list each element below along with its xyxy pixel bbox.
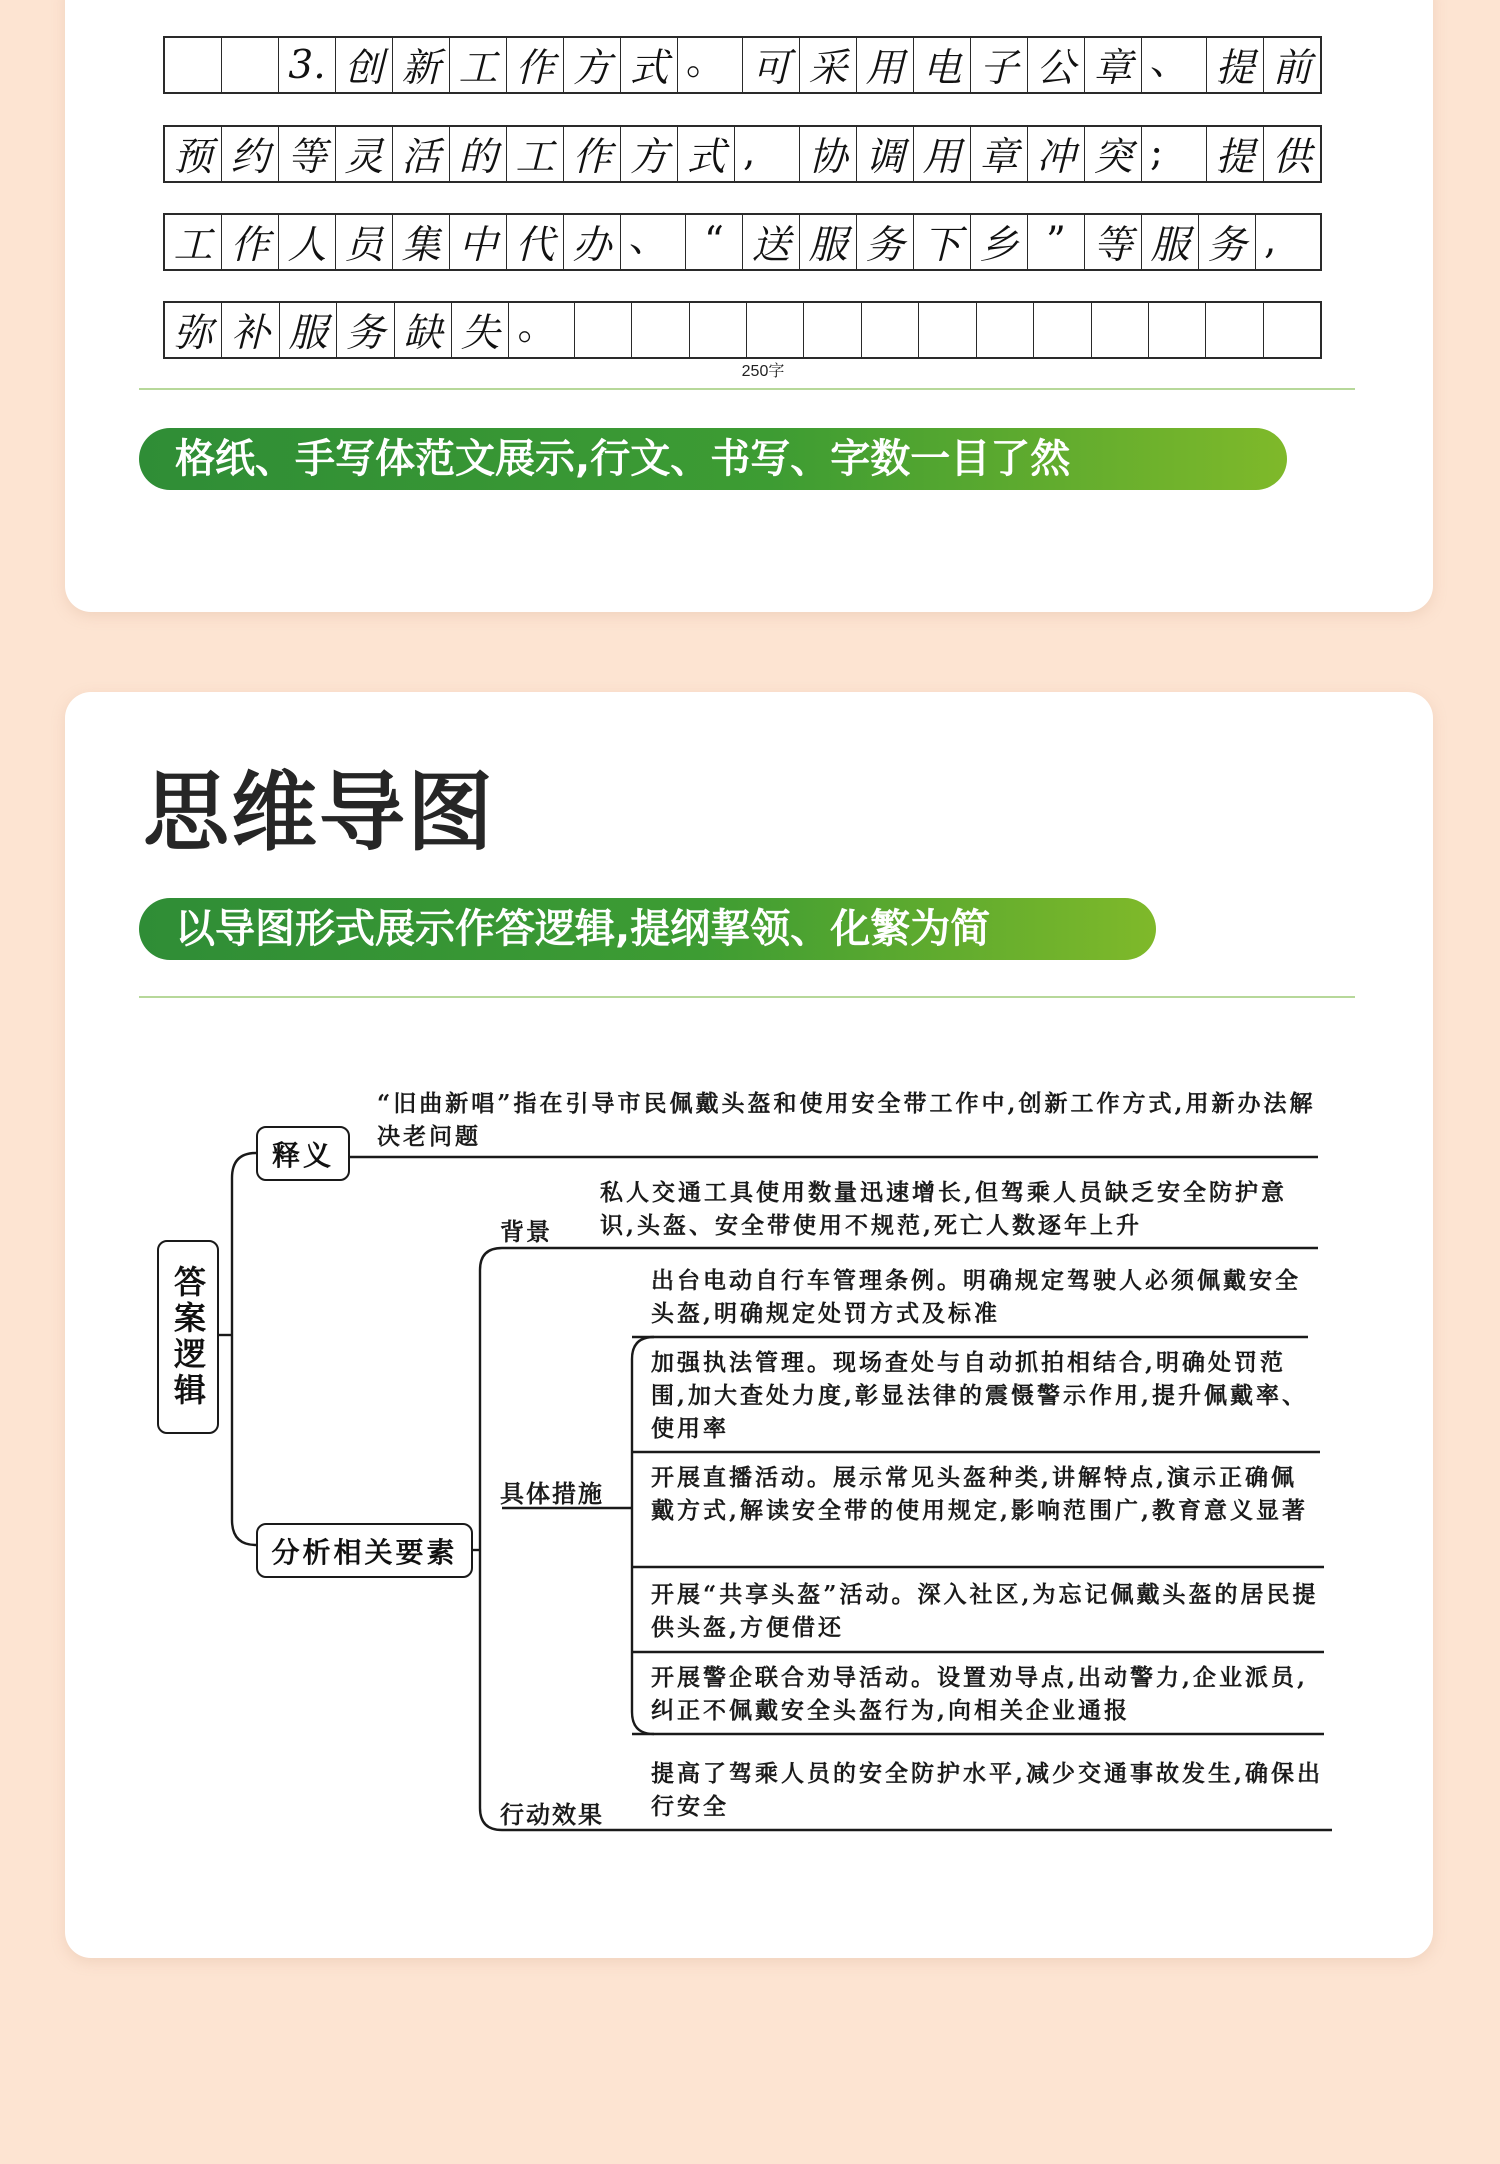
explanation-text: “旧曲新唱”指在引导市民佩戴头盔和使用安全带工作中,创新工作方式,用新办法解决老问题 [377,1090,1316,1150]
effect-text: 提高了驾乘人员的安全防护水平,减少交通事故发生,确保出行安全 [651,1760,1324,1820]
grid-cell: 式 [621,38,678,92]
grid-cell: 子 [971,38,1028,92]
grid-cell: 协 [800,127,857,181]
mind-map-root-node [157,1240,219,1434]
grid-cell: 失 [452,303,509,357]
grid-cell: 等 [1085,215,1142,269]
grid-cell: 方 [564,38,621,92]
grid-cell: 作 [564,127,621,181]
grid-cell: 务 [337,303,394,357]
grid-cell: 服 [800,215,857,269]
grid-cell: 工 [450,38,507,92]
grid-cell: 活 [393,127,450,181]
measure-item: 开展警企联合劝导活动。设置劝导点,出动警力,企业派员,纠正不佩戴安全头盔行为,向相关企业通报 [651,1664,1309,1724]
grid-cell [747,303,804,357]
grid-cell: 用 [914,127,971,181]
grid-cell: 公 [1028,38,1085,92]
grid-cell: 章 [971,127,1028,181]
grid-cell: 新 [393,38,450,92]
divider-line [139,996,1355,998]
grid-cell: 。 [509,303,574,357]
grid-cell [1034,303,1091,357]
effect-label: 行动效果 [500,1800,604,1829]
grid-cell: 的 [450,127,507,181]
grid-cell: 中 [450,215,507,269]
grid-cell: 式 [678,127,735,181]
grid-cell [1092,303,1149,357]
background-text: 私人交通工具使用数量迅速增长,但驾乘人员缺乏安全防护意识,头盔、安全带使用不规范,死亡人数逐年上升 [600,1179,1288,1239]
measure-item: 开展直播活动。展示常见头盔种类,讲解特点,演示正确佩戴方式,解读安全带的使用规定,影响范围广,教育意义显著 [651,1464,1309,1524]
grid-cell: , [735,127,800,181]
grid-cell: 缺 [395,303,452,357]
grid-cell: 约 [222,127,279,181]
grid-cell [632,303,689,357]
grid-cell: 电 [914,38,971,92]
grid-cell [804,303,861,357]
grid-cell: 采 [800,38,857,92]
grid-cell: 员 [336,215,393,269]
grid-row [163,213,1322,271]
grid-cell: 、 [621,215,686,269]
grid-row [163,36,1322,94]
grid-cell: 补 [222,303,279,357]
grid-cell: 办 [564,215,621,269]
grid-cell: 务 [1199,215,1256,269]
grid-cell: ” [1028,215,1085,269]
grid-cell: 3. [279,38,336,92]
measure-item: 开展“共享头盔”活动。深入社区,为忘记佩戴头盔的居民提供头盔,方便借还 [651,1581,1319,1641]
grid-cell: 务 [857,215,914,269]
word-count-label: 250字 [741,363,785,380]
grid-cell [1206,303,1263,357]
feature-banner-mind-map: 以导图形式展示作答逻辑,提纲挈领、化繁为简 [139,898,1156,960]
grid-cell: 作 [222,215,279,269]
grid-cell [977,303,1034,357]
measures-label: 具体措施 [500,1479,604,1508]
grid-cell: 送 [743,215,800,269]
grid-cell: 乡 [971,215,1028,269]
grid-cell [165,38,222,92]
grid-cell: 提 [1207,127,1264,181]
grid-cell: 预 [165,127,222,181]
grid-cell: 人 [279,215,336,269]
grid-cell: 服 [280,303,337,357]
grid-cell [862,303,919,357]
grid-cell: 集 [393,215,450,269]
grid-cell: 调 [857,127,914,181]
grid-cell [575,303,632,357]
grid-cell: 前 [1272,46,1312,91]
grid-cell: 作 [507,38,564,92]
grid-cell: 用 [857,38,914,92]
grid-cell [690,303,747,357]
grid-cell: 章 [1085,38,1142,92]
grid-cell: 供 [1272,135,1312,180]
grid-cell: ; [1142,127,1207,181]
grid-cell: 灵 [336,127,393,181]
grid-cell: 工 [507,127,564,181]
grid-cell [1264,303,1320,357]
feature-banner-grid-paper: 格纸、手写体范文展示,行文、书写、字数一目了然 [139,428,1287,490]
grid-cell: 工 [165,215,222,269]
measure-item: 出台电动自行车管理条例。明确规定驾驶人必须佩戴安全头盔,明确规定处罚方式及标准 [651,1267,1301,1327]
divider-line [139,388,1355,390]
grid-cell: , [1264,218,1277,263]
grid-cell: 提 [1207,38,1264,92]
mind-map-node-explanation: 释义 [256,1126,350,1181]
grid-cell: 方 [621,127,678,181]
grid-cell [1149,303,1206,357]
grid-cell [919,303,976,357]
grid-row [163,125,1322,183]
grid-cell: 等 [279,127,336,181]
grid-cell: 下 [914,215,971,269]
mind-map-node-analysis: 分析相关要素 [256,1523,473,1578]
section-title: 思维导图 [143,763,495,863]
grid-cell: 突 [1085,127,1142,181]
measure-item: 加强执法管理。现场查处与自动抓拍相结合,明确处罚范围,加大查处力度,彰显法律的震慑警示作用,提升佩戴率、使用率 [651,1349,1309,1442]
root-label: 答案逻辑 [169,1265,207,1409]
grid-cell: 代 [507,215,564,269]
grid-cell: 弥 [165,303,222,357]
grid-cell: 创 [336,38,393,92]
grid-cell: 、 [1142,38,1207,92]
background-label: 背景 [500,1217,552,1246]
grid-cell [222,38,279,92]
grid-cell: 可 [743,38,800,92]
grid-cell: 冲 [1028,127,1085,181]
grid-row [163,301,1322,359]
grid-cell: 。 [678,38,743,92]
grid-cell: “ [686,215,743,269]
grid-cell: 服 [1142,215,1199,269]
